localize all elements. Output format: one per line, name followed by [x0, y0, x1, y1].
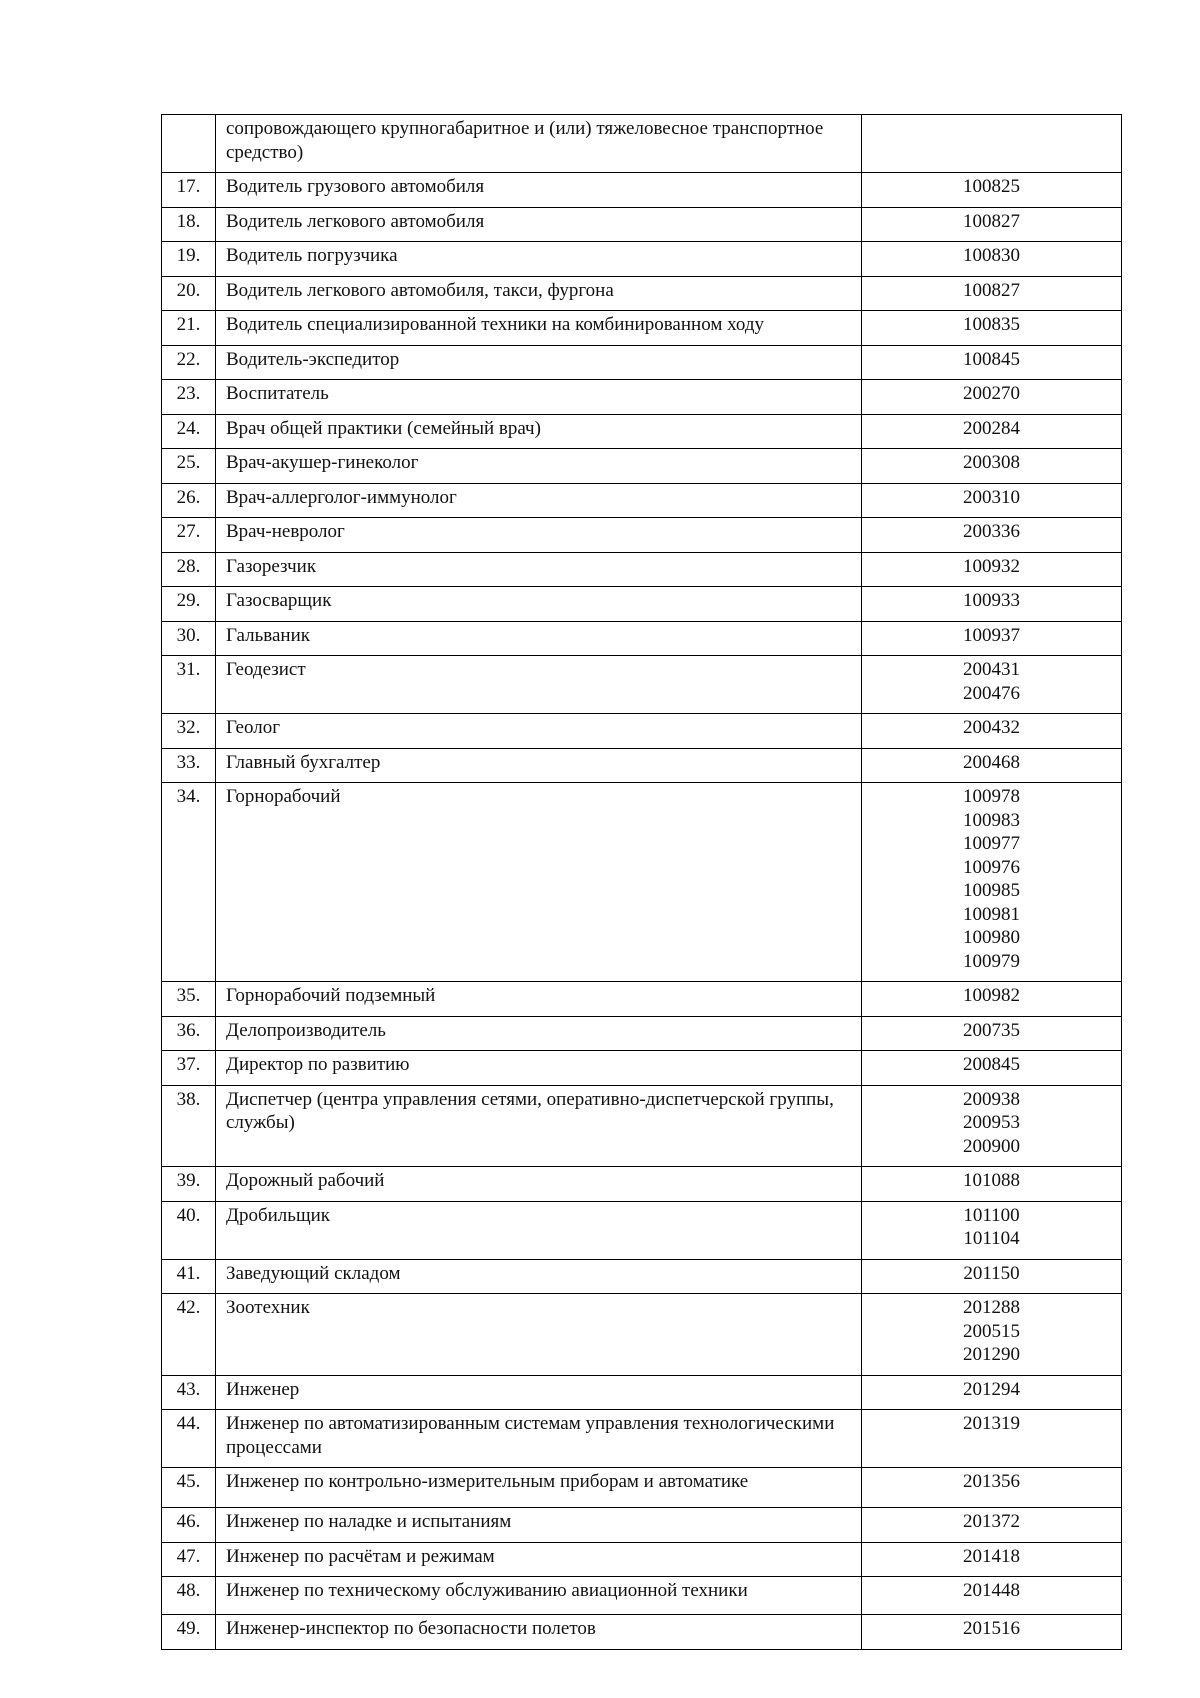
table-row	[162, 449, 1122, 484]
profession-codes	[862, 115, 1122, 173]
profession-codes	[862, 1375, 1122, 1410]
profession-code: 101104	[963, 1228, 1020, 1249]
row-number: 33.	[162, 748, 216, 783]
profession-codes	[862, 1615, 1122, 1650]
row-number: 22.	[162, 345, 216, 380]
profession-codes	[862, 1201, 1122, 1259]
profession-name: Дорожный рабочий	[216, 1167, 862, 1202]
profession-name: сопровождающего крупногабаритное и (или) тяжеловесное транспортное средство)	[216, 115, 862, 173]
profession-codes	[862, 1542, 1122, 1577]
profession-name: Водитель-экспедитор	[216, 345, 862, 380]
profession-code: 100981	[963, 903, 1020, 925]
profession-code: 101088	[963, 1170, 1020, 1191]
profession-name: Водитель специализированной техники на комбинированном ходу	[216, 311, 862, 346]
table-row	[162, 621, 1122, 656]
row-number: 32.	[162, 714, 216, 749]
profession-code: 200270	[963, 383, 1020, 404]
row-number: 25.	[162, 449, 216, 484]
profession-codes	[862, 414, 1122, 449]
profession-code: 100983	[963, 809, 1020, 831]
profession-code: 100827	[963, 279, 1020, 301]
row-number: 31.	[162, 656, 216, 714]
table-row	[162, 1259, 1122, 1294]
profession-code: 200432	[963, 717, 1020, 738]
row-number: 41.	[162, 1259, 216, 1294]
profession-codes	[862, 1410, 1122, 1468]
table-row	[162, 345, 1122, 380]
profession-code: 100976	[963, 856, 1020, 878]
row-number: 27.	[162, 518, 216, 553]
profession-codes	[862, 621, 1122, 656]
table-row	[162, 483, 1122, 518]
profession-codes	[862, 656, 1122, 714]
profession-name: Геодезист	[216, 656, 862, 714]
profession-code: 201372	[963, 1511, 1020, 1532]
table-row	[162, 714, 1122, 749]
profession-name: Горнорабочий подземный	[216, 982, 862, 1017]
profession-name: Инженер по автоматизированным системам управления технологическими процессами	[216, 1410, 862, 1468]
profession-codes	[862, 552, 1122, 587]
table-row	[162, 1051, 1122, 1086]
profession-code: 201290	[963, 1344, 1020, 1365]
profession-codes	[862, 1468, 1122, 1508]
profession-codes	[862, 345, 1122, 380]
profession-name: Диспетчер (центра управления сетями, оперативно-диспетчерской группы, службы)	[216, 1085, 862, 1167]
profession-name: Водитель грузового автомобиля	[216, 173, 862, 208]
profession-code: 100933	[963, 590, 1020, 611]
row-number: 23.	[162, 380, 216, 415]
table-row	[162, 1577, 1122, 1615]
profession-name: Врач-акушер-гинеколог	[216, 449, 862, 484]
profession-codes	[862, 242, 1122, 277]
row-number: 47.	[162, 1542, 216, 1577]
row-number: 20.	[162, 276, 216, 311]
profession-code: 201356	[963, 1471, 1020, 1492]
profession-code: 100982	[963, 985, 1020, 1006]
profession-code: 200845	[963, 1054, 1020, 1075]
profession-code: 100845	[963, 348, 1020, 370]
row-number: 36.	[162, 1016, 216, 1051]
table-row	[162, 518, 1122, 553]
table-row	[162, 1375, 1122, 1410]
table-row	[162, 1615, 1122, 1650]
profession-name: Врач общей практики (семейный врач)	[216, 414, 862, 449]
profession-codes	[862, 1294, 1122, 1376]
profession-code: 200515	[963, 1320, 1020, 1342]
profession-code: 100825	[963, 176, 1020, 197]
row-number: 48.	[162, 1577, 216, 1615]
table-row	[162, 748, 1122, 783]
table-row	[162, 1085, 1122, 1167]
profession-code: 200284	[963, 417, 1020, 439]
table-row	[162, 207, 1122, 242]
profession-table	[161, 114, 1122, 1650]
profession-name: Гальваник	[216, 621, 862, 656]
profession-code: 100977	[963, 833, 1020, 854]
profession-code: 100830	[963, 245, 1020, 266]
profession-codes	[862, 587, 1122, 622]
row-number: 29.	[162, 587, 216, 622]
table-row	[162, 276, 1122, 311]
profession-name: Горнорабочий	[216, 783, 862, 982]
profession-code: 200938	[963, 1088, 1020, 1110]
table-row	[162, 242, 1122, 277]
profession-code: 100932	[963, 555, 1020, 577]
profession-name: Геолог	[216, 714, 862, 749]
table-row	[162, 380, 1122, 415]
profession-name: Директор по развитию	[216, 1051, 862, 1086]
profession-code: 201288	[963, 1297, 1020, 1318]
profession-name: Инженер по расчётам и режимам	[216, 1542, 862, 1577]
table-row	[162, 982, 1122, 1017]
profession-name: Главный бухгалтер	[216, 748, 862, 783]
profession-codes	[862, 1508, 1122, 1543]
profession-code: 200310	[963, 486, 1020, 508]
profession-codes	[862, 783, 1122, 982]
table-row	[162, 1016, 1122, 1051]
profession-codes	[862, 1167, 1122, 1202]
profession-name: Водитель погрузчика	[216, 242, 862, 277]
profession-name: Зоотехник	[216, 1294, 862, 1376]
profession-code: 201448	[963, 1580, 1020, 1601]
profession-name: Газорезчик	[216, 552, 862, 587]
profession-code: 200953	[963, 1112, 1020, 1133]
profession-code: 201150	[963, 1262, 1020, 1284]
profession-code: 100979	[963, 950, 1020, 972]
table-row	[162, 656, 1122, 714]
profession-codes	[862, 276, 1122, 311]
row-number	[162, 115, 216, 173]
table-row	[162, 173, 1122, 208]
profession-codes	[862, 982, 1122, 1017]
profession-codes	[862, 483, 1122, 518]
profession-code: 100835	[963, 314, 1020, 335]
profession-codes	[862, 207, 1122, 242]
row-number: 21.	[162, 311, 216, 346]
profession-name: Дробильщик	[216, 1201, 862, 1259]
profession-codes	[862, 311, 1122, 346]
row-number: 42.	[162, 1294, 216, 1376]
row-number: 18.	[162, 207, 216, 242]
table-row	[162, 1468, 1122, 1508]
profession-name: Газосварщик	[216, 587, 862, 622]
row-number: 38.	[162, 1085, 216, 1167]
profession-code: 201319	[963, 1413, 1020, 1434]
profession-name: Воспитатель	[216, 380, 862, 415]
profession-codes	[862, 1051, 1122, 1086]
profession-name: Заведующий складом	[216, 1259, 862, 1294]
row-number: 46.	[162, 1508, 216, 1543]
profession-code: 100827	[963, 210, 1020, 232]
row-number: 28.	[162, 552, 216, 587]
profession-code: 200468	[963, 751, 1020, 773]
profession-code: 200735	[963, 1019, 1020, 1041]
profession-code: 100978	[963, 786, 1020, 807]
profession-code: 201418	[963, 1545, 1020, 1567]
profession-code: 201294	[963, 1378, 1020, 1400]
profession-codes	[862, 449, 1122, 484]
profession-code: 200308	[963, 452, 1020, 473]
profession-name: Водитель легкового автомобиля	[216, 207, 862, 242]
table-row	[162, 783, 1122, 982]
profession-name: Делопроизводитель	[216, 1016, 862, 1051]
table-row	[162, 1294, 1122, 1376]
profession-code: 200900	[963, 1135, 1020, 1157]
table-row	[162, 1167, 1122, 1202]
profession-code: 201516	[963, 1618, 1020, 1639]
row-number: 49.	[162, 1615, 216, 1650]
profession-code: 200336	[963, 521, 1020, 542]
row-number: 24.	[162, 414, 216, 449]
profession-codes	[862, 173, 1122, 208]
profession-code: 101100	[963, 1204, 1020, 1226]
profession-codes	[862, 1085, 1122, 1167]
table-row	[162, 115, 1122, 173]
row-number: 44.	[162, 1410, 216, 1468]
table-row	[162, 552, 1122, 587]
row-number: 35.	[162, 982, 216, 1017]
row-number: 40.	[162, 1201, 216, 1259]
row-number: 43.	[162, 1375, 216, 1410]
profession-codes	[862, 714, 1122, 749]
profession-code: 100980	[963, 927, 1020, 948]
profession-codes	[862, 748, 1122, 783]
row-number: 19.	[162, 242, 216, 277]
profession-code: 100937	[963, 624, 1020, 646]
profession-name: Инженер по наладке и испытаниям	[216, 1508, 862, 1543]
table-row	[162, 587, 1122, 622]
row-number: 30.	[162, 621, 216, 656]
profession-code: 200476	[963, 682, 1020, 704]
row-number: 45.	[162, 1468, 216, 1508]
table-row	[162, 1410, 1122, 1468]
profession-name: Инженер по контрольно-измерительным приборам и автоматике	[216, 1468, 862, 1508]
row-number: 26.	[162, 483, 216, 518]
profession-code: 100985	[963, 880, 1020, 901]
row-number: 39.	[162, 1167, 216, 1202]
table-row	[162, 414, 1122, 449]
profession-codes	[862, 1577, 1122, 1615]
profession-codes	[862, 380, 1122, 415]
profession-codes	[862, 1016, 1122, 1051]
row-number: 34.	[162, 783, 216, 982]
profession-name: Инженер	[216, 1375, 862, 1410]
row-number: 37.	[162, 1051, 216, 1086]
table-row	[162, 1508, 1122, 1543]
table-row	[162, 1542, 1122, 1577]
profession-table-body	[162, 115, 1122, 1650]
profession-code: 200431	[963, 659, 1020, 680]
profession-codes	[862, 518, 1122, 553]
profession-name: Инженер по техническому обслуживанию авиационной техники	[216, 1577, 862, 1615]
profession-name: Врач-невролог	[216, 518, 862, 553]
profession-codes	[862, 1259, 1122, 1294]
table-row	[162, 1201, 1122, 1259]
profession-name: Инженер-инспектор по безопасности полетов	[216, 1615, 862, 1650]
profession-name: Водитель легкового автомобиля, такси, фургона	[216, 276, 862, 311]
row-number: 17.	[162, 173, 216, 208]
table-row	[162, 311, 1122, 346]
profession-name: Врач-аллерголог-иммунолог	[216, 483, 862, 518]
